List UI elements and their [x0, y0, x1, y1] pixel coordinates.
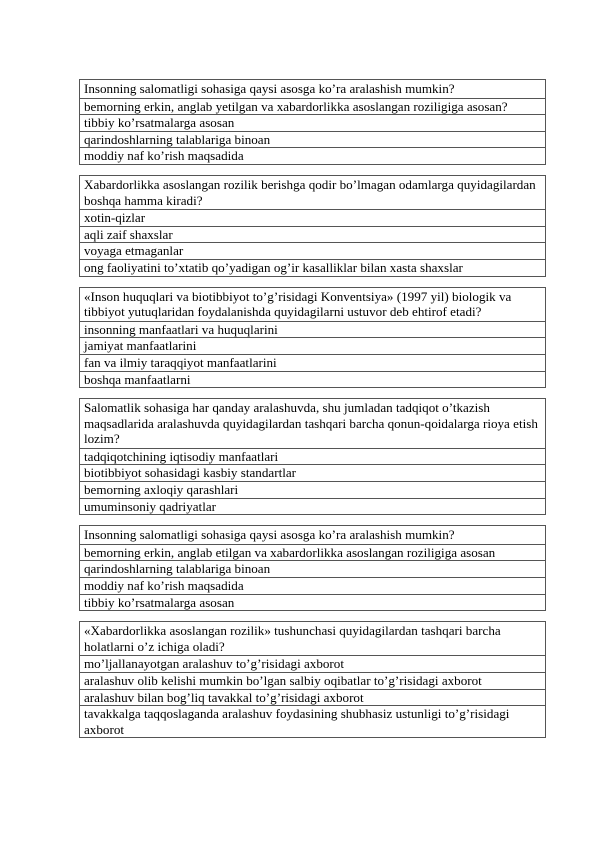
answer-option: umuminsoniy qadriyatlar — [80, 498, 546, 515]
question-table — [79, 175, 546, 277]
answer-option: qarindoshlarning talablariga binoan — [80, 561, 546, 578]
answer-option: bemorning erkin, anglab yetilgan va xabardorlikka asoslangan roziligiga asosan? — [80, 98, 546, 115]
answer-option: fan va ilmiy taraqqiyot manfaatlarini — [80, 354, 546, 371]
answer-option: tavakkalga taqqoslaganda aralashuv foydasining shubhasiz ustunligi to’g’risidagi axborot — [80, 706, 546, 738]
answer-option: tibbiy ko’rsatmalarga asosan — [80, 115, 546, 132]
answer-option: moddiy naf ko’rish maqsadida — [80, 148, 546, 165]
question-text: Insonning salomatligi sohasiga qaysi asosga ko’ra aralashish mumkin? — [80, 526, 546, 545]
answer-option: aralashuv bilan bog’liq tavakkal to’g’risidagi axborot — [80, 689, 546, 706]
answer-option: mo’ljallanayotgan aralashuv to’g’risidagi axborot — [80, 656, 546, 673]
answer-option: xotin-qizlar — [80, 210, 546, 227]
question-text: Xabardorlikka asoslangan rozilik berishga qodir bo’lmagan odamlarga quyidagilardan boshqa hamma kiradi? — [80, 175, 546, 209]
document-page — [79, 79, 546, 748]
answer-option: voyaga etmaganlar — [80, 243, 546, 260]
answer-option: biotibbiyot sohasidagi kasbiy standartlar — [80, 465, 546, 482]
answer-option: tibbiy ko’rsatmalarga asosan — [80, 594, 546, 611]
question-text: «Inson huquqlari va biotibbiyot to’g’risidagi Konventsiya» (1997 yil) biologik va tibbiyot yutuqlaridan foydalanishda quyidagilarni ustuvor deb ehtirof etadi? — [80, 287, 546, 321]
question-table — [79, 287, 546, 389]
question-table — [79, 525, 546, 611]
answer-option: aqli zaif shaxslar — [80, 226, 546, 243]
answer-option: aralashuv olib kelishi mumkin bo’lgan salbiy oqibatlar to’g’risidagi axborot — [80, 673, 546, 690]
answer-option: bemorning erkin, anglab etilgan va xabardorlikka asoslangan roziligiga asosan — [80, 544, 546, 561]
answer-option: moddiy naf ko’rish maqsadida — [80, 578, 546, 595]
question-text: Salomatlik sohasiga har qanday aralashuvda, shu jumladan tadqiqot o’tkazish maqsadlarida aralashuvda quyidagilardan tashqari barcha qonun-qoidalarga rioya etish lozim? — [80, 399, 546, 449]
question-text: Insonning salomatligi sohasiga qaysi asosga ko’ra aralashish mumkin? — [80, 80, 546, 99]
answer-option: qarindoshlarning talablariga binoan — [80, 131, 546, 148]
answer-option: tadqiqotchining iqtisodiy manfaatlari — [80, 448, 546, 465]
answer-option: jamiyat manfaatlarini — [80, 338, 546, 355]
answer-option: ong faoliyatini to’xtatib qo’yadigan og’ir kasalliklar bilan xasta shaxslar — [80, 259, 546, 276]
answer-option: boshqa manfaatlarni — [80, 371, 546, 388]
question-table — [79, 398, 546, 515]
question-table — [79, 621, 546, 738]
question-table — [79, 79, 546, 165]
answer-option: insonning manfaatlari va huquqlarini — [80, 321, 546, 338]
answer-option: bemorning axloqiy qarashlari — [80, 482, 546, 499]
question-text: «Xabardorlikka asoslangan rozilik» tushunchasi quyidagilardan tashqari barcha holatlarni o’z ichiga oladi? — [80, 622, 546, 656]
